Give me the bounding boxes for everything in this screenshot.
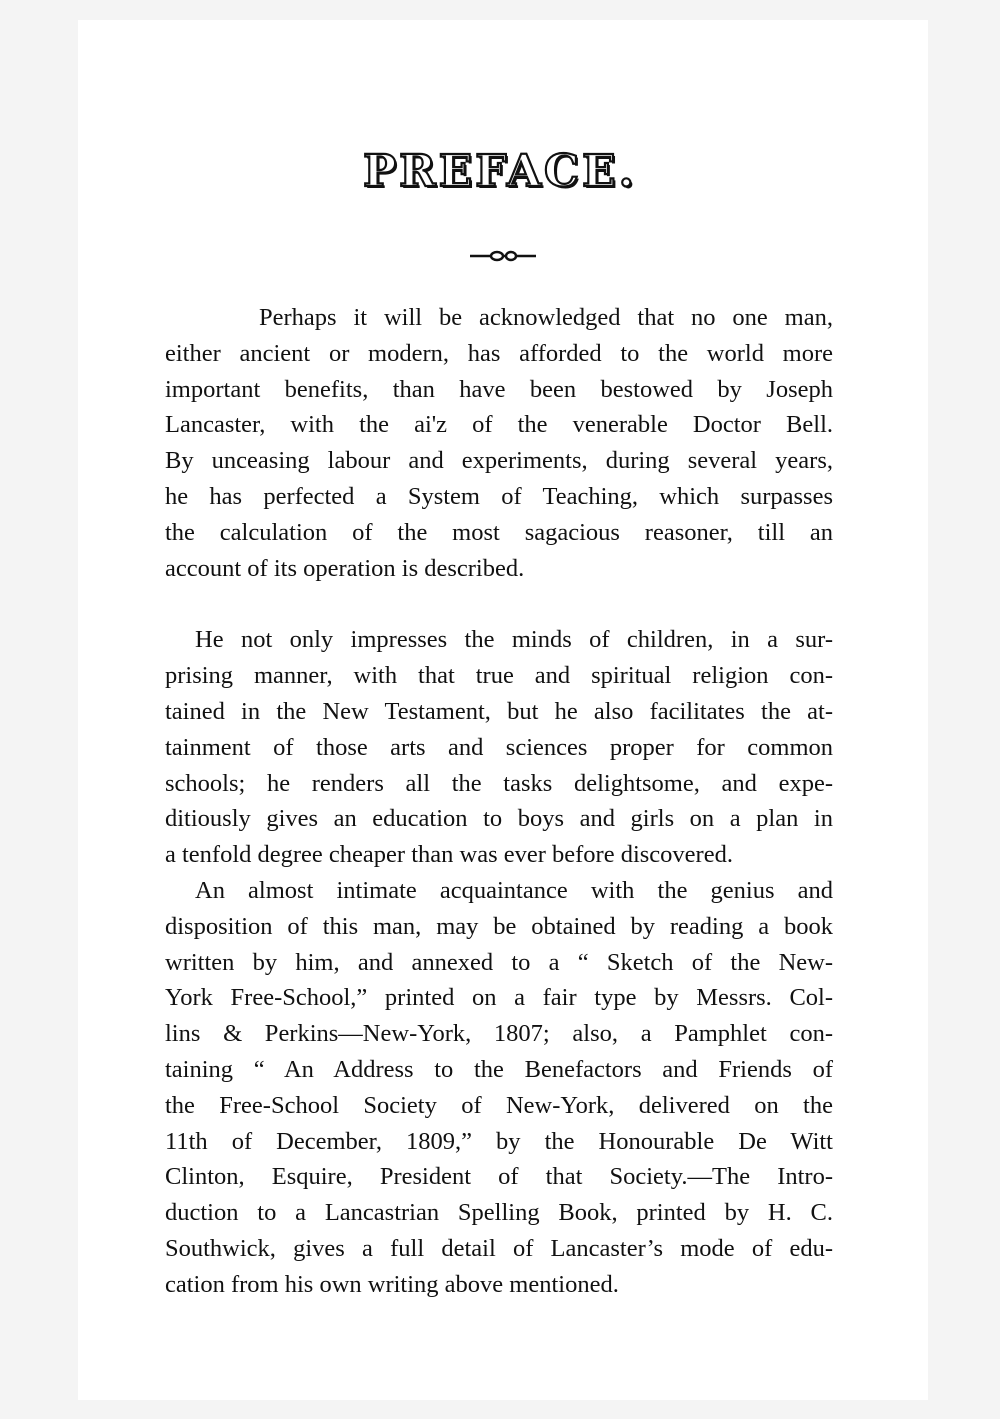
text-line: Southwick, gives a full detail of Lancaster’s mode of edu- [165, 1234, 833, 1262]
text-line: Perhaps it will be acknowledged that no one man, [259, 304, 833, 331]
text-line: ditiously gives an education to boys and girls on a plan in [165, 805, 833, 833]
text-line: An almost intimate acquaintance with the genius and [195, 876, 833, 904]
text-line: cation from his own writing above mentioned. [165, 1270, 619, 1298]
text-line: either ancient or modern, has afforded to the world more [165, 339, 833, 367]
preface-body [165, 300, 833, 1303]
text-line: the calculation of the most sagacious reasoner, till an [165, 518, 833, 546]
text-line: 11th of December, 1809,” by the Honourable De Witt [165, 1127, 833, 1155]
text-line: tained in the New Testament, but he also facilitates the at- [165, 697, 833, 725]
page-title: PREFACE. [363, 146, 637, 197]
text-line: prising manner, with that true and spiritual religion con- [165, 662, 833, 690]
text-line: disposition of this man, may be obtained by reading a book [165, 912, 833, 940]
text-line: Clinton, Esquire, President of that Society.—The Intro- [165, 1163, 833, 1191]
text-line: He not only impresses the minds of children, in a sur- [195, 626, 833, 654]
paragraph-1 [165, 300, 833, 586]
text-line: he has perfected a System of Teaching, which surpasses [165, 482, 833, 510]
text-line: tainment of those arts and sciences proper for common [165, 733, 833, 761]
text-line: important benefits, than have been bestowed by Joseph [165, 375, 833, 403]
text-line: York Free-School,” printed on a fair type by Messrs. Col- [165, 984, 833, 1012]
text-line: lins & Perkins—New-York, 1807; also, a Pamphlet con- [165, 1020, 833, 1048]
ornament-divider [468, 249, 538, 263]
text-line: Lancaster, with the ai'⁠z of the venerable Doctor Bell. [165, 411, 833, 439]
text-line: duction to a Lancastrian Spelling Book, printed by H. C. [165, 1199, 833, 1227]
text-line: taining “ An Address to the Benefactors and Friends of [165, 1055, 833, 1083]
text-line: By unceasing labour and experiments, during several years, [165, 447, 833, 475]
paragraph-3 [165, 873, 833, 1303]
paragraph-2 [165, 622, 833, 873]
text-line: account of its operation is described. [165, 554, 525, 582]
text-line: written by him, and annexed to a “ Sketch of the New- [165, 948, 833, 976]
text-line: a tenfold degree cheaper than was ever before discovered. [165, 841, 733, 869]
text-line: the Free-School Society of New-York, delivered on the [165, 1091, 833, 1119]
text-line: schools; he renders all the tasks delightsome, and expe- [165, 769, 833, 797]
